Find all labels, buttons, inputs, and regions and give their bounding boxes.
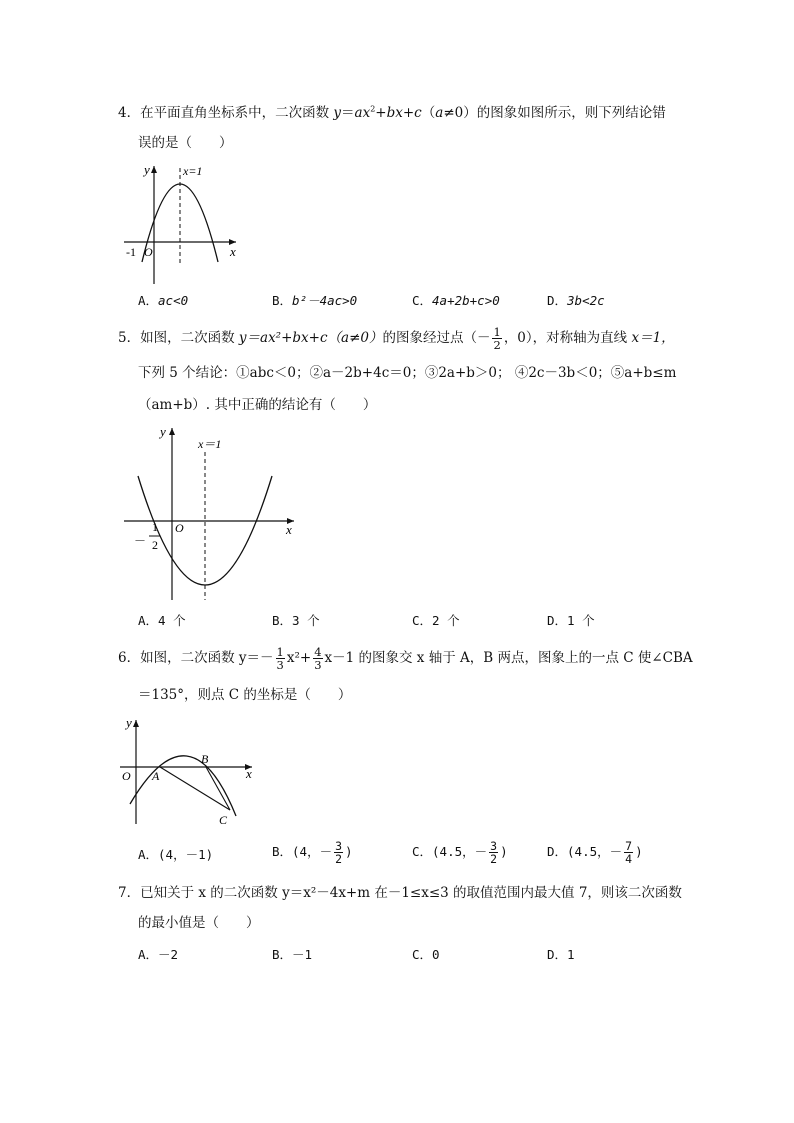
q7-option-b[interactable]: B．－1 [272, 947, 313, 962]
q5-neg-sign: － [134, 534, 147, 548]
q4-stem-line1: 4．在平面直角坐标系中，二次函数 $y=ax^2+bx+c(a\ne 0)$的图象如图所示，则下列结论错 [118, 104, 666, 121]
q6-y-arrow [133, 720, 139, 727]
q5-sym-label: x＝1 [198, 437, 222, 451]
q6-x-label: x [246, 766, 252, 781]
q6-stem-line2: ＝135°，则点 C 的坐标是（ ） [138, 687, 352, 703]
q4-parabola [142, 184, 218, 262]
q7-option-c[interactable]: C．0 [412, 947, 440, 962]
q4-option-a[interactable]: A．ac<0 [138, 293, 189, 308]
q4-option-d[interactable]: D．3b<2c [547, 293, 605, 308]
q6-option-b[interactable]: B．(4，－ $\frac{3}{2}$ ) [272, 839, 353, 866]
q7-stem-line2: 的最小值是（ ） [138, 915, 260, 931]
q5-option-a[interactable]: A．4 个 [138, 613, 186, 628]
q5-stem-line1: 5．如图，二次函数 y＝ax²+bx+c（a≠0）的图象经过点（－ $\frac{1}{2}$ ，0），对称轴为直线 x＝1， [118, 325, 675, 352]
q5-option-c[interactable]: C．2 个 [412, 613, 460, 628]
q4-stem-line2: 误的是（ ） [138, 135, 233, 151]
q6-option-d[interactable]: D．(4.5，－ $\frac{7}{4}$ ) [547, 839, 643, 866]
q4-x-label: x [230, 244, 236, 259]
q6-origin-label: O [122, 769, 131, 783]
q6-c-label: C [219, 813, 228, 827]
q4-y-label: y [144, 162, 150, 177]
q7-option-a[interactable]: A．－2 [138, 947, 179, 962]
q4-graph [120, 158, 250, 288]
q5-fraction-half: $\frac{1}{2}$ [493, 325, 501, 352]
q5-option-d[interactable]: D．1 个 [547, 613, 595, 628]
q6-segment-bc [206, 767, 230, 810]
q6-fraction-4-3: $\frac{4}{3}$ [314, 645, 322, 672]
q6-number: 6． [118, 650, 141, 666]
q6-fraction-1-3: $\frac{1}{3}$ [276, 645, 284, 672]
q4-neg1-label: -1 [126, 245, 136, 259]
q5-half-numerator: 1 [152, 520, 158, 534]
q4-option-c[interactable]: C．4a+2b+c>0 [412, 293, 500, 308]
q4-y-arrow [151, 166, 157, 173]
q7-stem-line1: 7．已知关于 x 的二次函数 y＝x²－4x+m 在－1≤x≤3 的取值范围内最大值 7，则该二次函数 [118, 885, 682, 901]
q4-option-b[interactable]: B．b²－4ac>0 [272, 293, 358, 308]
q7-option-d[interactable]: D．1 [547, 947, 575, 962]
q6-option-c[interactable]: C．(4.5，－ $\frac{3}{2}$ ) [412, 839, 508, 866]
q4-origin-label: O [144, 245, 153, 259]
q6-y-label: y [126, 715, 132, 730]
q6-a-label: A [152, 769, 160, 783]
q5-stem-line2: 下列 5 个结论：①abc＜0；②a－2b+4c＝0；③2a+b＞0； ④2c－3b＜0；⑤a+b≤m [138, 365, 677, 381]
q5-half-denominator: 2 [152, 538, 158, 552]
q5-graph [120, 424, 300, 602]
q6-segment-ac [160, 767, 230, 810]
q6-parabola [130, 756, 236, 816]
q4-sym-label: x=1 [183, 164, 203, 178]
q5-origin-label: O [175, 521, 184, 535]
q4-number: 4． [118, 105, 141, 121]
q6-option-a[interactable]: A．(4，－1) [138, 847, 214, 862]
q5-number: 5． [118, 330, 141, 346]
q5-stem-line3: （am+b）. 其中正确的结论有（ ） [138, 397, 377, 413]
q5-option-b[interactable]: B．3 个 [272, 613, 320, 628]
q6-stem-line1: 6．如图，二次函数 y＝－ $\frac{1}{3}$ x²+ $\frac{4}{3}$ x－1 的图象交 x 轴于 A，B 两点，图象上的一点 C 使∠CBA [118, 645, 693, 672]
q5-x-label: x [286, 522, 292, 537]
q6-b-label: B [201, 752, 209, 766]
q5-y-arrow [169, 428, 175, 435]
q7-number: 7． [118, 885, 141, 901]
q6-graph [118, 714, 262, 826]
q5-y-label: y [160, 424, 166, 439]
